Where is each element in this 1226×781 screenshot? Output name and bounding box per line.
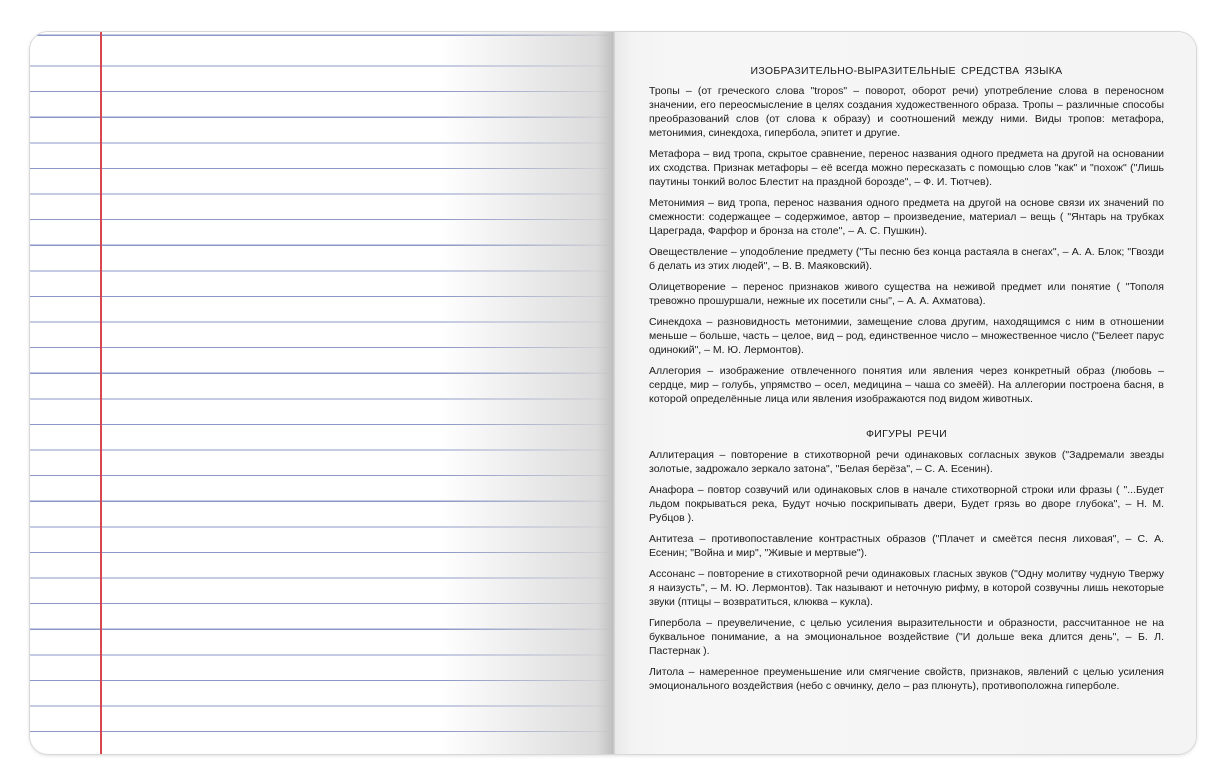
paragraph-metonymy: Метонимия – вид тропа, перенос названия одного предмета на другой на основе связи их значений по смежности: содержащее – содержимое, автор – произведение, материал – вещь ( "Янтарь на трубках Цареграда, Фарфор и бронза на столе", – А. С. Пушкин). <box>649 197 1164 237</box>
paragraph-antithesis: Антитеза – противопоставление контрастных образов ("Плачет и смеётся песня лиховая", – С. А. Есенин; "Война и мир", "Живые и мертвые"). <box>649 533 1164 559</box>
paragraph-synecdoche: Синекдоха – разновидность метонимии, замещение слова другим, находящимся с ним в отношении меньше – больше, часть – целое, вид – род, единственное число – множественное число ("Белеет парус одинокий", – М. Ю. Лермонтов). <box>649 316 1164 356</box>
paragraph-allegory: Аллегория – изображение отвлеченного понятия или явления через конкретный образ (любовь – сердце, мир – голубь, упрямство – осел, медицина – чаша со змеёй). На аллегории построена басня, в которой определённые лица или явления изображаются под видом животных. <box>649 365 1164 405</box>
section-heading-figures-of-speech: ФИГУРЫ РЕЧИ <box>866 428 947 440</box>
paragraph-hyperbole: Гипербола – преувеличение, с целью усиления выразительности и образности, рассчитанное не на буквальное понимание, а на эмоциональное воздействие ("И дольше века длится день", – Б. Л. Пастернак ). <box>649 617 1164 657</box>
paragraph-anaphora: Анафора – повтор созвучий или одинаковых слов в начале стихотворной строки или фразы ( "...Будет льдом покрываться река, Будут ночью поскрипывать двери, Будет грязь во дворе глубока", – Н. М. Рубцов ). <box>649 484 1164 524</box>
section-heading-expressive-means: ИЗОБРАЗИТЕЛЬНО-ВЫРАЗИТЕЛЬНЫЕ СРЕДСТВА ЯЗЫКА <box>750 65 1063 77</box>
paragraph-tropes: Тропы – (от греческого слова "tropos" – поворот, оборот речи) употребление слова в переносном значении, его переосмысление в целях создания художественного образа. Тропы – различные способы преобразований слов (от слова к образу) и соотношений между ними. Виды тропов: метафора, метонимия, синекдоха, гипербола, эпитет и другие. <box>649 85 1164 139</box>
paragraph-litotes: Литола – намеренное преуменьшение или смягчение свойств, признаков, явлений с целью усиления эмоционального воздействия (небо с овчинку, дело – раз плюнуть), противоположна гиперболе. <box>649 666 1164 692</box>
paragraph-alliteration: Аллитерация – повторение в стихотворной речи одинаковых согласных звуков ("Задремали звезды золотые, задрожало зеркало затона", "Белая берёза", – С. А. Есенин). <box>649 449 1164 475</box>
paragraph-personification: Олицетворение – перенос признаков живого существа на неживой предмет или понятие ( "Тополя тревожно прошуршали, нежные их посетили сны", – А. А. Ахматова). <box>649 281 1164 307</box>
notebook-spread <box>30 32 1196 754</box>
reference-content <box>649 65 1164 700</box>
red-margin-line <box>100 32 102 754</box>
paragraph-assonance: Ассонанс – повторение в стихотворной речи одинаковых гласных звуков ("Одну молитву чудную Твержу я наизусть", – М. Ю. Лермонтов). Так называют и неточную рифму, в которой созвучны лишь некоторые звуки (птицы – возвратиться, клюква – кукла). <box>649 568 1164 608</box>
reference-page <box>615 32 1196 754</box>
paragraph-metaphor: Метафора – вид тропа, скрытое сравнение, перенос названия одного предмета на другой на основании их сходства. Признак метафоры – её всегда можно пересказать с помощью слов "как" и "похож" ("Лишь паутины тонкий волос Блестит на праздной борозде", – Ф. И. Тютчев). <box>649 148 1164 188</box>
paragraph-reification: Овеществление – уподобление предмету ("Ты песню без конца растаяла в снегах", – А. А. Блок; "Гвозди б делать из этих людей", – В. В. Маяковский). <box>649 246 1164 272</box>
lined-page <box>30 32 614 754</box>
